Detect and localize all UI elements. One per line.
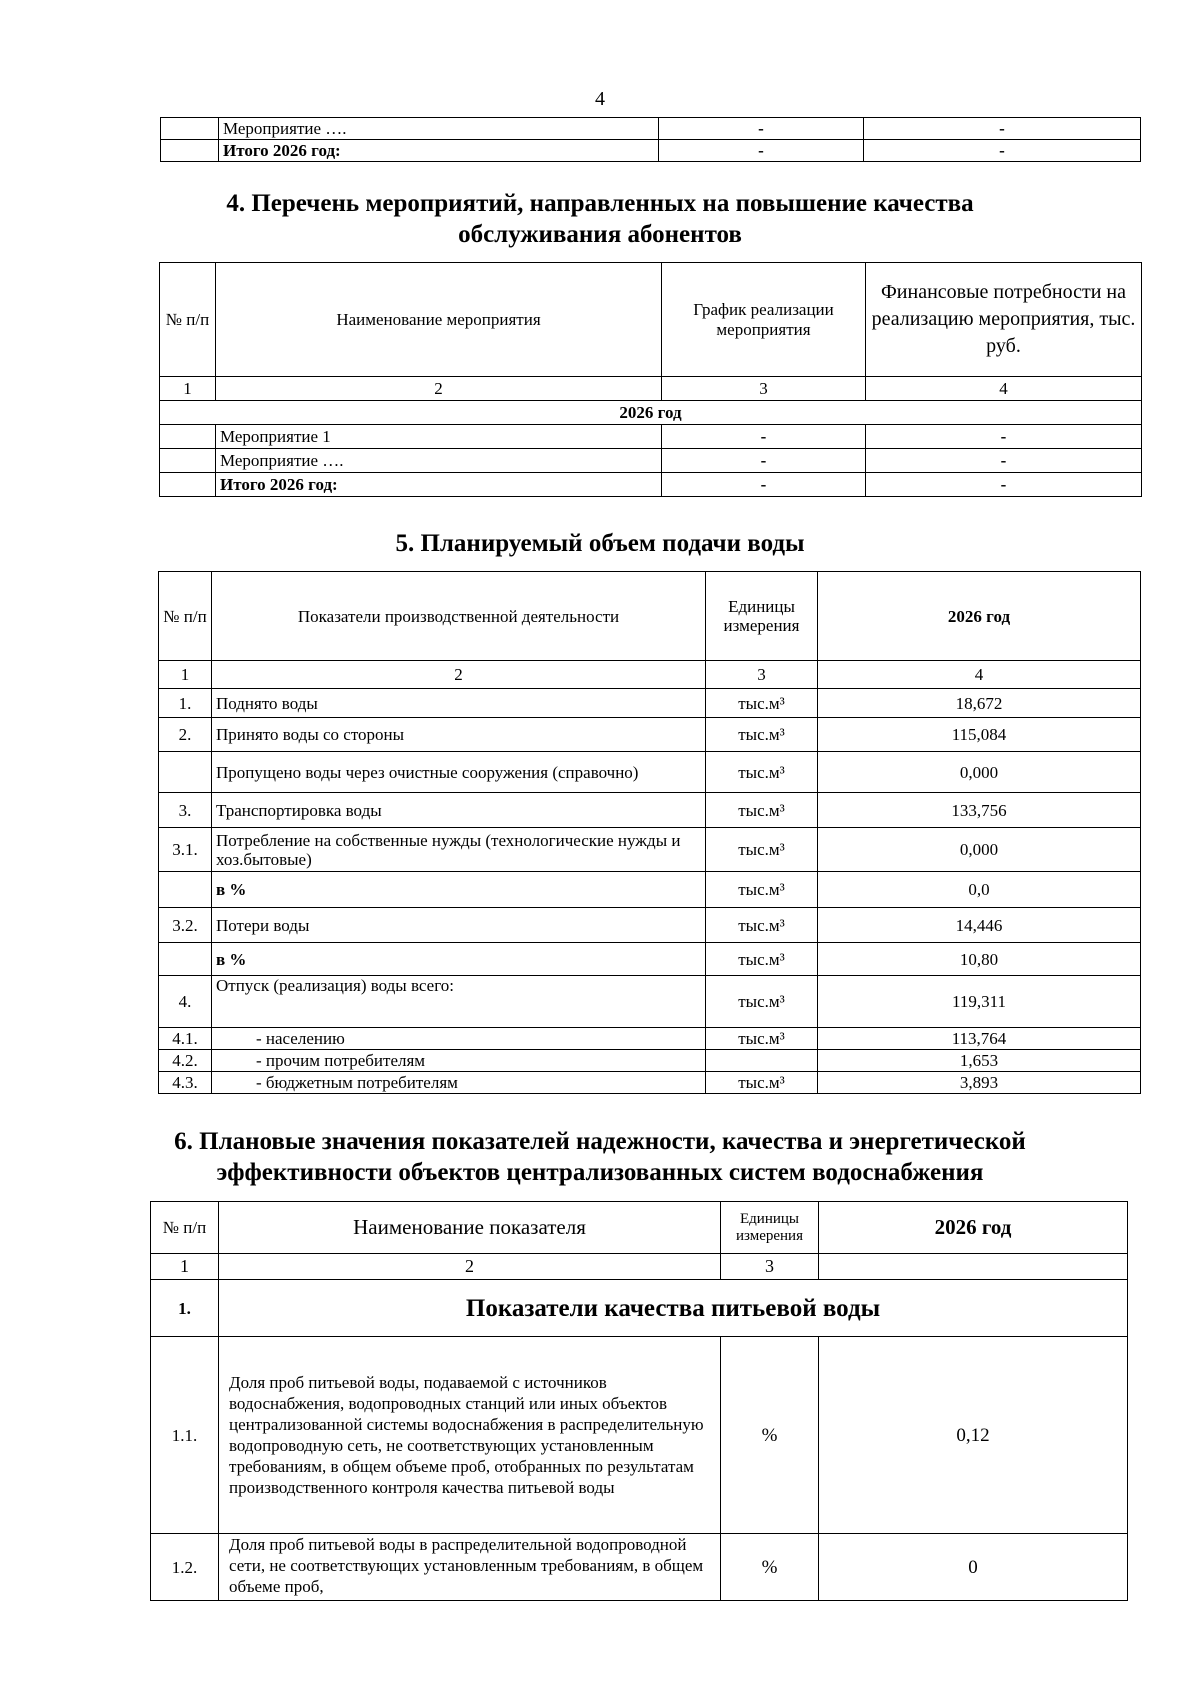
subsection-num: 1.: [151, 1280, 219, 1337]
unit-cell: тыс.м³: [706, 752, 818, 793]
section-6-title: [0, 1126, 1200, 1189]
column-number: 1: [151, 1254, 219, 1280]
section-4-title: [0, 188, 1200, 251]
header-num: № п/п: [151, 1202, 219, 1254]
section-5-table: [158, 571, 1141, 1094]
name-cell: Итого 2026 год:: [219, 140, 659, 162]
table-row: [159, 793, 1141, 828]
num-cell: [160, 473, 216, 497]
value-cell: 0,12: [819, 1337, 1128, 1534]
table-row: [151, 1337, 1128, 1534]
column-number: 1: [159, 661, 212, 689]
unit-cell: тыс.м³: [706, 976, 818, 1028]
table-row: [159, 908, 1141, 943]
value-cell: 0: [819, 1534, 1128, 1601]
header-row: [159, 572, 1141, 661]
column-number: 3: [721, 1254, 819, 1280]
name-cell: - населению: [212, 1028, 706, 1050]
table-row: [159, 976, 1141, 1028]
name-cell: в %: [212, 943, 706, 976]
value-cell: 0,000: [818, 752, 1141, 793]
column-number: 4: [818, 661, 1141, 689]
unit-cell: тыс.м³: [706, 943, 818, 976]
num-cell: [159, 752, 212, 793]
num-cell: 4.3.: [159, 1072, 212, 1094]
unit-cell: %: [721, 1534, 819, 1601]
unit-cell: тыс.м³: [706, 828, 818, 872]
header-row: [151, 1202, 1128, 1254]
unit-cell: тыс.м³: [706, 1072, 818, 1094]
schedule-cell: -: [662, 449, 866, 473]
table-row: [160, 473, 1142, 497]
column-number: [819, 1254, 1128, 1280]
header-year: 2026 год: [818, 572, 1141, 661]
header-indicator: Показатели производственной деятельности: [212, 572, 706, 661]
num-cell: 3.1.: [159, 828, 212, 872]
name-cell: Доля проб питьевой воды в распределительной водопроводной сети, не соответствующих установленным требованиям, в общем объеме проб,: [219, 1534, 721, 1601]
unit-cell: тыс.м³: [706, 718, 818, 752]
column-number-row: [160, 377, 1142, 401]
column-number: 2: [216, 377, 662, 401]
column-number: 1: [160, 377, 216, 401]
name-cell: Принято воды со стороны: [212, 718, 706, 752]
num-cell: [159, 943, 212, 976]
table-row: [159, 828, 1141, 872]
table-row: [160, 449, 1142, 473]
section-4-table: [159, 262, 1142, 497]
name-cell: Пропущено воды через очистные сооружения (справочно): [212, 752, 706, 793]
schedule-cell: -: [659, 140, 864, 162]
section-4-title-line-2: обслуживания абонентов: [458, 221, 742, 249]
unit-cell: [706, 1050, 818, 1072]
continuation-table: [160, 117, 1141, 162]
column-number-row: [159, 661, 1141, 689]
header-finance: Финансовые потребности на реализацию мероприятия, тыс. руб.: [866, 263, 1142, 377]
num-cell: 3.: [159, 793, 212, 828]
header-row: [160, 263, 1142, 377]
num-cell: 4.2.: [159, 1050, 212, 1072]
value-cell: 10,80: [818, 943, 1141, 976]
num-cell: [161, 140, 219, 162]
name-cell: Итого 2026 год:: [216, 473, 662, 497]
name-cell: - бюджетным потребителям: [212, 1072, 706, 1094]
column-number: 2: [212, 661, 706, 689]
value-cell: 0,000: [818, 828, 1141, 872]
unit-cell: тыс.м³: [706, 1028, 818, 1050]
unit-cell: тыс.м³: [706, 793, 818, 828]
section-4-title-line-1: 4. Перечень мероприятий, направленных на повышение качества: [226, 190, 974, 217]
num-cell: [159, 872, 212, 908]
name-cell: Потребление на собственные нужды (технологические нужды и хоз.бытовые): [212, 828, 706, 872]
value-cell: 115,084: [818, 718, 1141, 752]
name-cell: Мероприятие ….: [216, 449, 662, 473]
column-number: 3: [662, 377, 866, 401]
name-cell: Потери воды: [212, 908, 706, 943]
name-cell: Доля проб питьевой воды, подаваемой с источников водоснабжения, водопроводных станций или иных объектов централизованной системы водоснабжения в распределительную водопроводную сеть, не соответствующих установленным требованиям, в общем объеме проб, отобранных по результатам производственного контроля качества питьевой воды: [219, 1337, 721, 1534]
header-year: 2026 год: [819, 1202, 1128, 1254]
num-cell: [160, 449, 216, 473]
column-number: 2: [219, 1254, 721, 1280]
name-cell: Мероприятие ….: [219, 118, 659, 140]
value-cell: 0,0: [818, 872, 1141, 908]
value-cell: 113,764: [818, 1028, 1141, 1050]
section-6-title-line-2: эффективности объектов централизованных систем водоснабжения: [216, 1159, 984, 1187]
value-cell: 133,756: [818, 793, 1141, 828]
num-cell: 3.2.: [159, 908, 212, 943]
table-row: [159, 1028, 1141, 1050]
name-cell: Транспортировка воды: [212, 793, 706, 828]
unit-cell: тыс.м³: [706, 689, 818, 718]
section-6-title-line-1: 6. Плановые значения показателей надежности, качества и энергетической: [174, 1128, 1026, 1155]
header-unit: Единицы измерения: [706, 572, 818, 661]
header-name: Наименование мероприятия: [216, 263, 662, 377]
column-number-row: [151, 1254, 1128, 1280]
table-row: [160, 425, 1142, 449]
year-label: 2026 год: [160, 401, 1142, 425]
name-cell: Мероприятие 1: [216, 425, 662, 449]
num-cell: 4.: [159, 976, 212, 1028]
unit-cell: тыс.м³: [706, 908, 818, 943]
name-cell: Отпуск (реализация) воды всего:: [212, 976, 706, 1028]
unit-cell: тыс.м³: [706, 872, 818, 908]
num-cell: 1.2.: [151, 1534, 219, 1601]
name-cell: в %: [212, 872, 706, 908]
table-row: [159, 689, 1141, 718]
table-row: [159, 872, 1141, 908]
header-num: № п/п: [160, 263, 216, 377]
year-row: [160, 401, 1142, 425]
header-num: № п/п: [159, 572, 212, 661]
num-cell: 4.1.: [159, 1028, 212, 1050]
name-cell: Поднято воды: [212, 689, 706, 718]
header-schedule: График реализации мероприятия: [662, 263, 866, 377]
subsection-title: Показатели качества питьевой воды: [219, 1280, 1128, 1337]
finance-cell: -: [866, 473, 1142, 497]
finance-cell: -: [866, 449, 1142, 473]
schedule-cell: -: [662, 473, 866, 497]
value-cell: 3,893: [818, 1072, 1141, 1094]
table-row: [159, 943, 1141, 976]
column-number: 4: [866, 377, 1142, 401]
num-cell: 1.: [159, 689, 212, 718]
section-6-table: [150, 1201, 1128, 1601]
num-cell: 1.1.: [151, 1337, 219, 1534]
unit-cell: %: [721, 1337, 819, 1534]
value-cell: 1,653: [818, 1050, 1141, 1072]
column-number: 3: [706, 661, 818, 689]
num-cell: [160, 425, 216, 449]
subsection-row: [151, 1280, 1128, 1337]
table-row: [151, 1534, 1128, 1601]
value-cell: 119,311: [818, 976, 1141, 1028]
header-name: Наименование показателя: [219, 1202, 721, 1254]
schedule-cell: -: [659, 118, 864, 140]
table-row: [159, 1072, 1141, 1094]
num-cell: [161, 118, 219, 140]
table-row: [161, 118, 1141, 140]
table-row: [159, 1050, 1141, 1072]
value-cell: 18,672: [818, 689, 1141, 718]
page-number: 4: [595, 88, 605, 110]
finance-cell: -: [864, 140, 1141, 162]
section-5-title: 5. Планируемый объем подачи воды: [395, 530, 805, 557]
schedule-cell: -: [662, 425, 866, 449]
finance-cell: -: [864, 118, 1141, 140]
header-unit: Единицы измерения: [721, 1202, 819, 1254]
name-cell: - прочим потребителям: [212, 1050, 706, 1072]
table-row: [161, 140, 1141, 162]
table-row: [159, 718, 1141, 752]
num-cell: 2.: [159, 718, 212, 752]
table-row: [159, 752, 1141, 793]
finance-cell: -: [866, 425, 1142, 449]
value-cell: 14,446: [818, 908, 1141, 943]
